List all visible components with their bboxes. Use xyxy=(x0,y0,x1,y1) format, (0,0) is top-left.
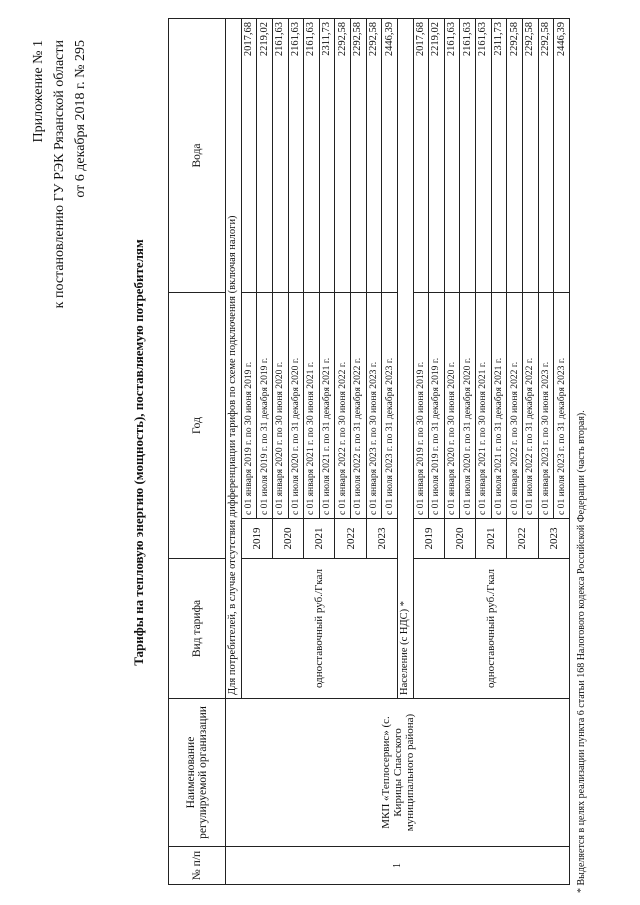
water-value-cell: 2161,63 xyxy=(476,18,492,292)
water-value-cell: 2161,63 xyxy=(272,18,288,292)
water-value-cell: 2161,63 xyxy=(288,18,304,292)
org-name: МКП «Теплосервис» (с. Кирицы Спасского муниципального района) xyxy=(226,699,570,847)
document-title: Тарифы на тепловую энергию (мощность), поставляемую потребителям xyxy=(131,239,146,666)
year-cell: 2020 xyxy=(444,519,475,559)
water-value-cell: 2017,68 xyxy=(413,18,429,292)
header-tariff-type: Вид тарифа xyxy=(169,559,226,699)
period-cell: с 01 января 2020 г. по 30 июня 2020 г. xyxy=(444,292,460,518)
water-value-cell: 2161,63 xyxy=(444,18,460,292)
water-value-cell: 2219,02 xyxy=(257,18,273,292)
water-value-cell: 2292,58 xyxy=(366,18,382,292)
year-cell: 2023 xyxy=(538,519,570,559)
period-cell: с 01 июля 2023 г. по 31 декабря 2023 г. xyxy=(554,292,570,518)
appendix-line-3: от 6 декабря 2018 г. № 295 xyxy=(73,40,88,198)
tariff-table xyxy=(168,18,570,885)
water-value-cell: 2311,73 xyxy=(319,18,335,292)
year-cell: 2021 xyxy=(476,519,507,559)
period-cell: с 01 июля 2020 г. по 31 декабря 2020 г. xyxy=(288,292,304,518)
period-cell: с 01 июля 2022 г. по 31 декабря 2022 г. xyxy=(351,292,367,518)
water-value-cell: 2219,02 xyxy=(429,18,445,292)
period-cell: с 01 июля 2019 г. по 31 декабря 2019 г. xyxy=(257,292,273,518)
appendix-line-1: Приложение № 1 xyxy=(31,40,46,143)
water-value-cell: 2292,58 xyxy=(351,18,367,292)
table-body xyxy=(226,18,570,884)
year-cell: 2020 xyxy=(272,519,303,559)
water-value-cell: 2446,39 xyxy=(554,18,570,292)
header-year: Год xyxy=(169,292,226,558)
year-cell: 2023 xyxy=(366,519,397,559)
water-value-cell: 2161,63 xyxy=(304,18,320,292)
period-cell: с 01 июля 2021 г. по 31 декабря 2021 г. xyxy=(491,292,507,518)
appendix-line-2: к постановлению ГУ РЭК Рязанской области xyxy=(52,40,67,309)
period-cell: с 01 июля 2019 г. по 31 декабря 2019 г. xyxy=(429,292,445,518)
tariff-unit: одноставочный руб./Гкал xyxy=(413,559,570,699)
period-cell: с 01 января 2021 г. по 30 июня 2021 г. xyxy=(476,292,492,518)
water-value-cell: 2292,58 xyxy=(538,18,554,292)
row-number: 1 xyxy=(226,847,570,885)
period-cell: с 01 января 2022 г. по 30 июня 2022 г. xyxy=(335,292,351,518)
water-value-cell: 2292,58 xyxy=(522,18,538,292)
period-cell: с 01 июля 2022 г. по 31 декабря 2022 г. xyxy=(522,292,538,518)
appendix-block xyxy=(28,40,91,308)
water-value-cell: 2292,58 xyxy=(507,18,523,292)
period-cell: с 01 января 2023 г. по 30 июня 2023 г. xyxy=(538,292,554,518)
section-label: Для потребителей, в случае отсутствия дифференциации тарифов по схеме подключения (включая налоги) xyxy=(226,18,242,698)
water-value-cell: 2017,68 xyxy=(241,18,257,292)
section-row xyxy=(226,18,242,884)
period-cell: с 01 июля 2020 г. по 31 декабря 2020 г. xyxy=(460,292,476,518)
period-cell: с 01 января 2019 г. по 30 июня 2019 г. xyxy=(413,292,429,518)
header-water: Вода xyxy=(169,18,226,292)
tariff-unit: одноставочный руб./Гкал xyxy=(241,559,397,699)
water-value-cell: 2446,39 xyxy=(382,18,398,292)
year-cell: 2022 xyxy=(335,519,366,559)
period-cell: с 01 января 2023 г. по 30 июня 2023 г. xyxy=(366,292,382,518)
year-cell: 2019 xyxy=(413,519,444,559)
header-num: № п/п xyxy=(169,847,226,885)
year-cell: 2019 xyxy=(241,519,272,559)
year-cell: 2022 xyxy=(507,519,538,559)
year-cell: 2021 xyxy=(304,519,335,559)
period-cell: с 01 июля 2021 г. по 31 декабря 2021 г. xyxy=(319,292,335,518)
period-cell: с 01 января 2020 г. по 30 июня 2020 г. xyxy=(272,292,288,518)
water-value-cell: 2311,73 xyxy=(491,18,507,292)
footnote: * Выделяется в целях реализации пункта 6 статьи 168 Налогового кодекса Российской Федерации (часть вторая). xyxy=(576,410,587,893)
period-cell: с 01 января 2021 г. по 30 июня 2021 г. xyxy=(304,292,320,518)
table-header-row xyxy=(169,18,226,884)
period-cell: с 01 января 2019 г. по 30 июня 2019 г. xyxy=(241,292,257,518)
header-org: Наименование регулируемой организации xyxy=(169,699,226,847)
water-value-cell: 2161,63 xyxy=(460,18,476,292)
period-cell: с 01 января 2022 г. по 30 июня 2022 г. xyxy=(507,292,523,518)
section-label: Население (с НДС) * xyxy=(397,18,413,698)
period-cell: с 01 июля 2023 г. по 31 декабря 2023 г. xyxy=(382,292,398,518)
water-value-cell: 2292,58 xyxy=(335,18,351,292)
